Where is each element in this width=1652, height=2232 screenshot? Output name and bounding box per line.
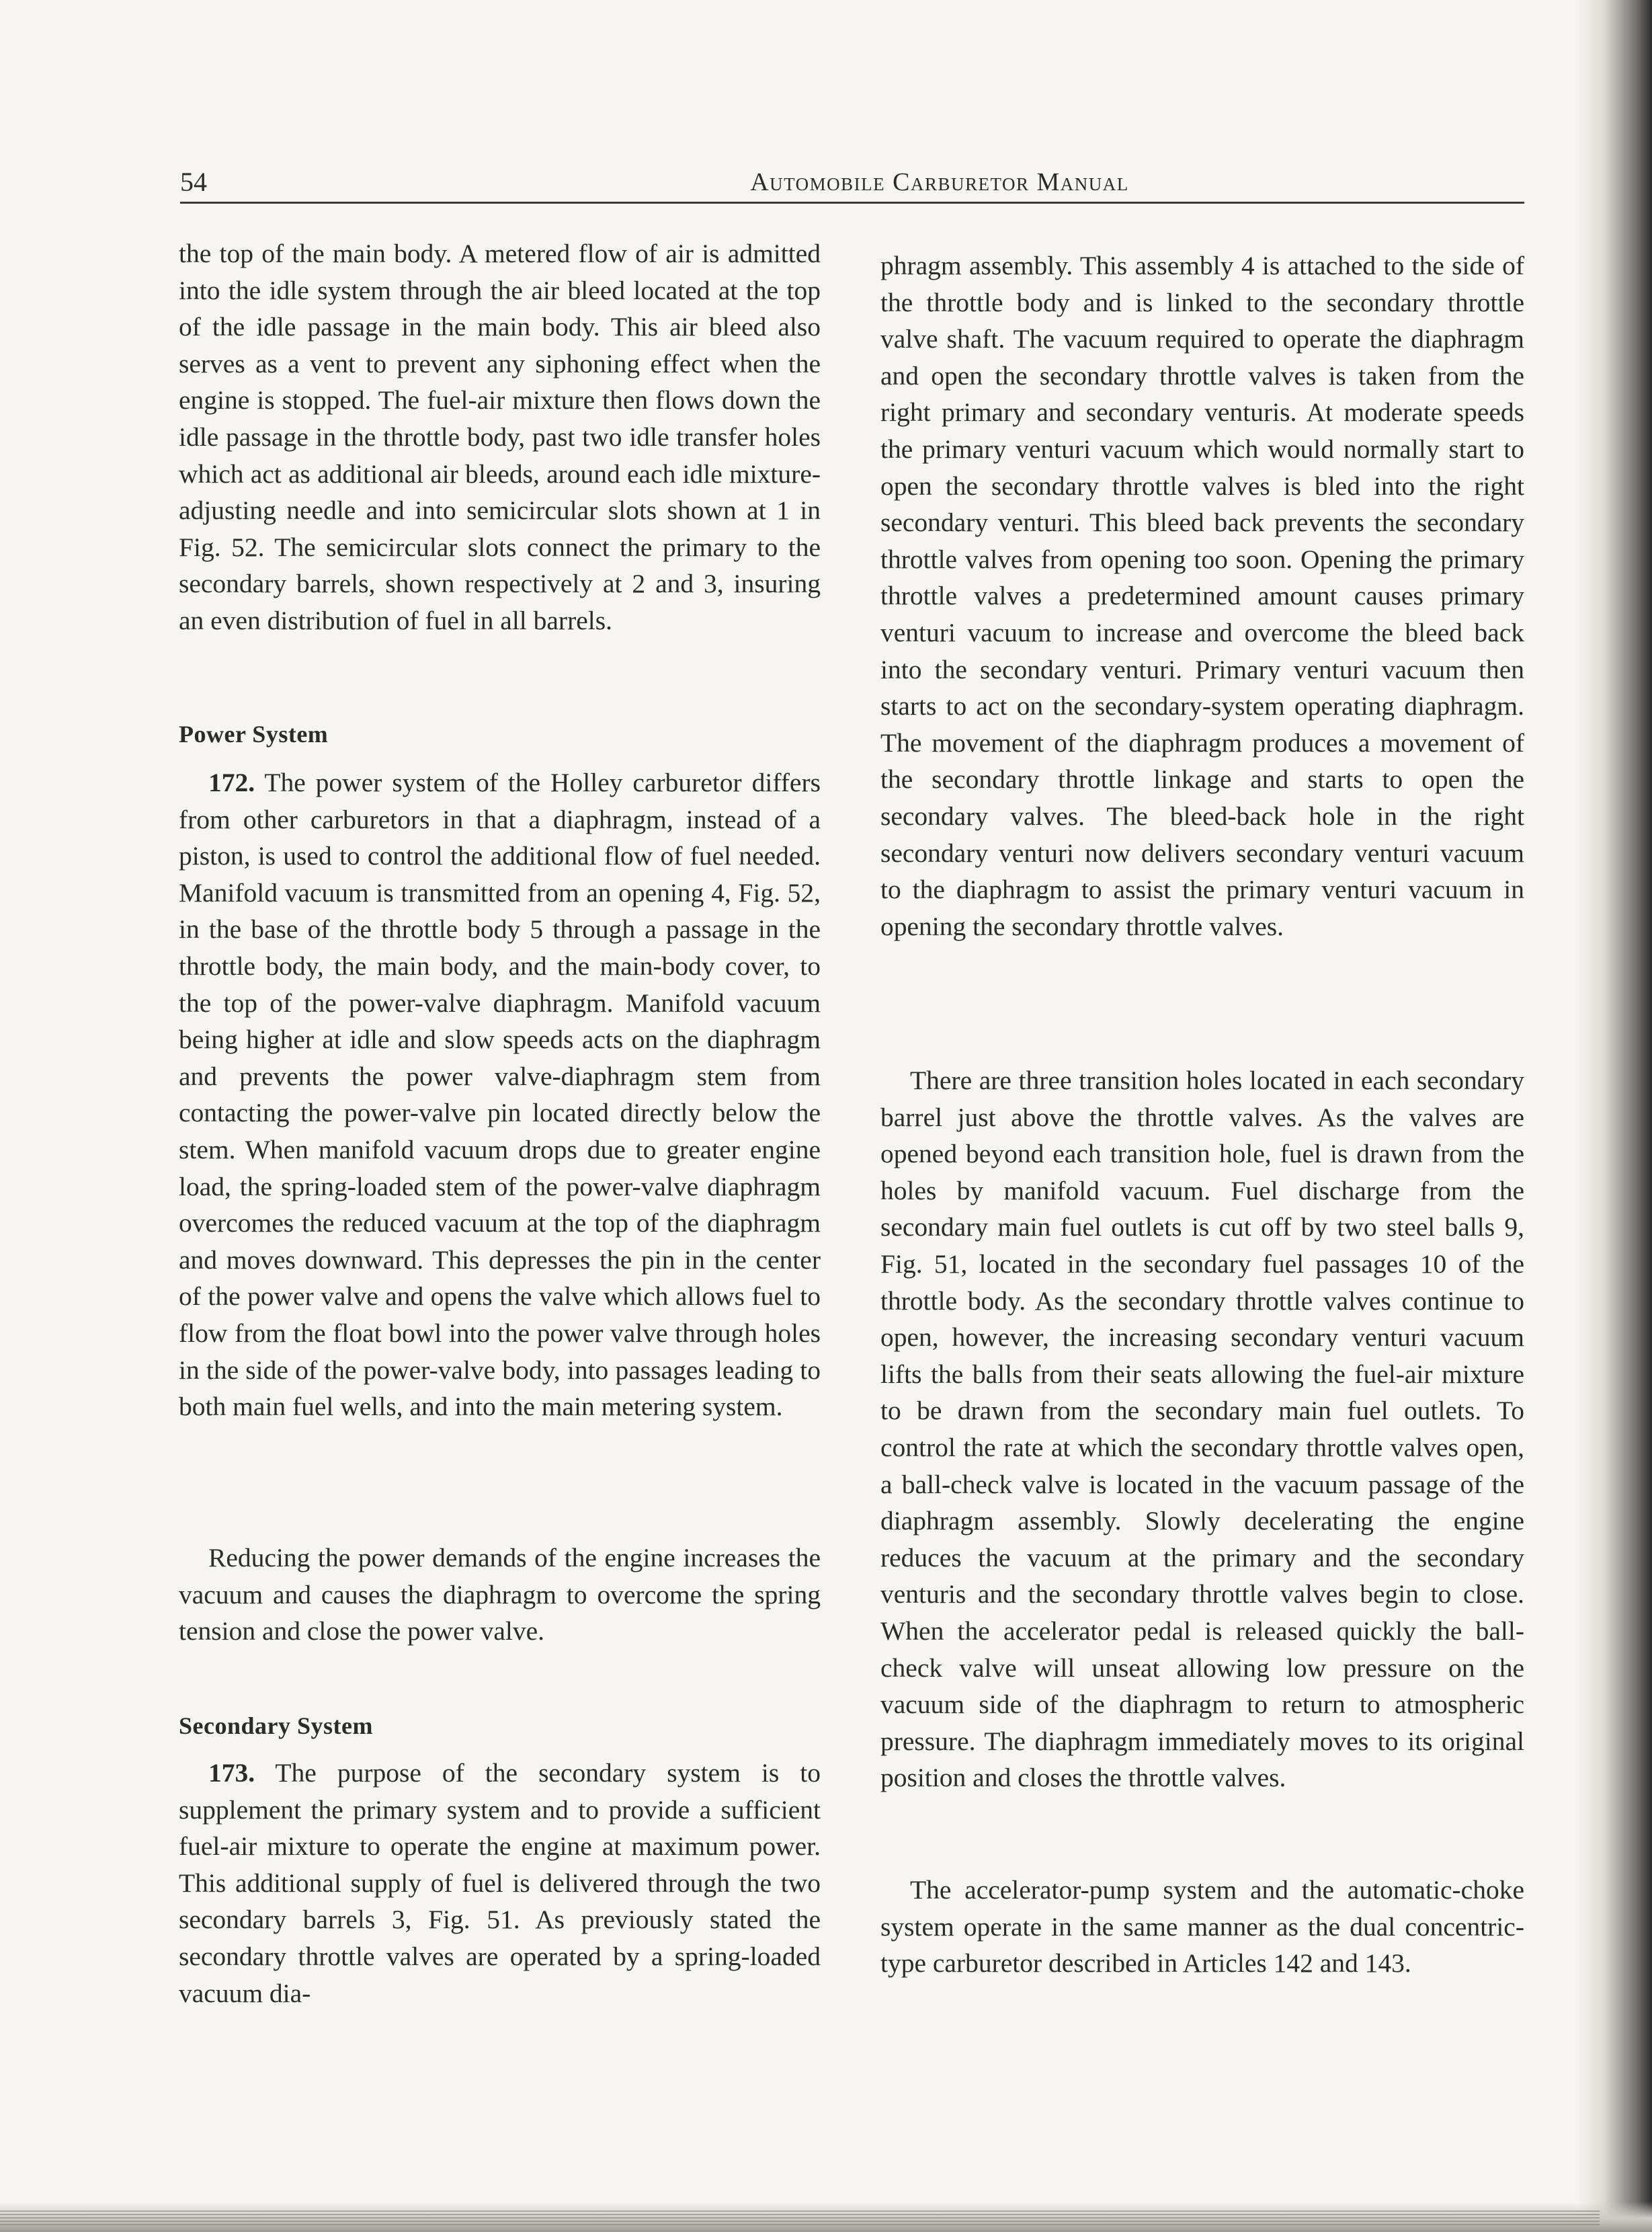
section-heading-secondary-system: Secondary System bbox=[179, 1712, 373, 1739]
binding-shadow bbox=[1578, 0, 1652, 2232]
paragraph-idle-continuation: the top of the main body. A metered flow of air is admitted into the idle system through the air bleed located at the top of the idle passage in the main body. This air bleed also serves as a vent to prevent any siphoning effect when the engine is stopped. The fuel-air mixture then flows down the idle passage in the throttle body, past two idle transfer holes which act as additional air bleeds, around each idle mixture-adjusting needle and into semicircular slots shown at 1 in Fig. 52. The semicircular slots connect the primary to the secondary barrels, shown respectively at 2 and 3, insuring an even distribution of fuel in all barrels. bbox=[179, 239, 821, 635]
header-rule bbox=[180, 202, 1524, 204]
right-column-block-3 bbox=[880, 1872, 1524, 1982]
paragraph-172-text: The power system of the Holley carburetor differs from other carburetors in that a diaphragm, instead of a piston, is used to control the additional flow of fuel needed. Manifold vacuum is transmitted from an opening 4, Fig. 52, in the base of the throttle body 5 through a passage in the throttle body, the main body, and the main-body cover, to the top of the power-valve diaphragm. Manifold vacuum being higher at idle and slow speeds acts on the diaphragm and prevents the power valve-diaphragm stem from contacting the power-valve pin located directly below the stem. When manifold vacuum drops due to greater engine load, the spring-loaded stem of the power-valve diaphragm overcomes the reduced vacuum at the top of the diaphragm and moves downward. This depresses the pin in the center of the power valve and opens the valve which allows fuel to flow from the float bowl into the power valve through holes in the side of the power-valve body, into passages leading to both main fuel wells, and into the main metering system. bbox=[179, 768, 821, 1422]
paragraph-diaphragm-assembly: phragm assembly. This assembly 4 is attached to the side of the throttle body and is linked to the secondary throttle valve shaft. The vacuum required to operate the diaphragm and open the secondary throttle valves is taken from the right primary and secondary venturis. At moderate speeds the primary venturi vacuum which would normally start to open the secondary throttle valves is bled into the right secondary venturi. This bleed back prevents the secondary throttle valves from opening too soon. Opening the primary throttle valves a predetermined amount causes primary venturi vacuum to increase and overcome the bleed back into the secondary venturi. Primary venturi vacuum then starts to act on the secondary-system operating diaphragm. The movement of the diaphragm produces a movement of the secondary throttle linkage and starts to open the secondary valves. The bleed-back hole in the right secondary venturi now delivers secondary venturi vacuum to the diaphragm to assist the primary venturi vacuum in opening the secondary throttle valves. bbox=[880, 251, 1524, 941]
scan-edge-lines bbox=[0, 2210, 1600, 2225]
paragraph-172 bbox=[179, 764, 821, 1425]
paragraph-number-172: 172. bbox=[208, 768, 255, 797]
paragraph-power-reduction: Reducing the power demands of the engine increases the vacuum and causes the diaphragm to overcome the spring tension and close the power valve. bbox=[179, 1543, 821, 1646]
page-header bbox=[180, 165, 1522, 199]
section-heading-power-system: Power System bbox=[179, 721, 329, 748]
paragraph-173 bbox=[179, 1755, 821, 2011]
paragraph-173-text: The purpose of the secondary system is to supplement the primary system and to provide a sufficient fuel-air mixture to operate the engine at maximum power. This additional supply of fuel is delivered through the two secondary barrels 3, Fig. 51. As previously stated the secondary throttle valves are operated by a spring-loaded vacuum dia- bbox=[179, 1758, 821, 2008]
paragraph-accelerator-pump: The accelerator-pump system and the automatic-choke system operate in the same manner as the dual concentric-type carburetor described in Articles 142 and 143. bbox=[880, 1875, 1524, 1979]
paragraph-number-173: 173. bbox=[208, 1758, 255, 1788]
right-column-block-2 bbox=[880, 1062, 1524, 1796]
paragraph-transition-holes: There are three transition holes located in each secondary barrel just above the throttle valves. As the valves are opened beyond each transition hole, fuel is drawn from the holes by manifold vacuum. Fuel discharge from the secondary main fuel outlets is cut off by two steel balls 9, Fig. 51, located in the secondary fuel passages 10 of the throttle body. As the secondary throttle valves continue to open, however, the increasing secondary venturi vacuum lifts the balls from their seats allowing the fuel-air mixture to be drawn from the secondary main fuel outlets. To control the rate at which the secondary throttle valves open, a ball-check valve is located in the vacuum passage of the diaphragm assembly. Slowly decelerating the engine reduces the vacuum at the primary and the secondary venturis and the secondary throttle valves begin to close. When the accelerator pedal is released quickly the ball-check valve will unseat allowing low pressure on the vacuum side of the diaphragm to return to atmospheric pressure. The diaphragm immediately moves to its original position and closes the throttle valves. bbox=[880, 1066, 1524, 1793]
running-head: Automobile Carburetor Manual bbox=[750, 168, 1129, 196]
page-number: 54 bbox=[180, 167, 207, 197]
right-column-block-1 bbox=[880, 247, 1524, 945]
